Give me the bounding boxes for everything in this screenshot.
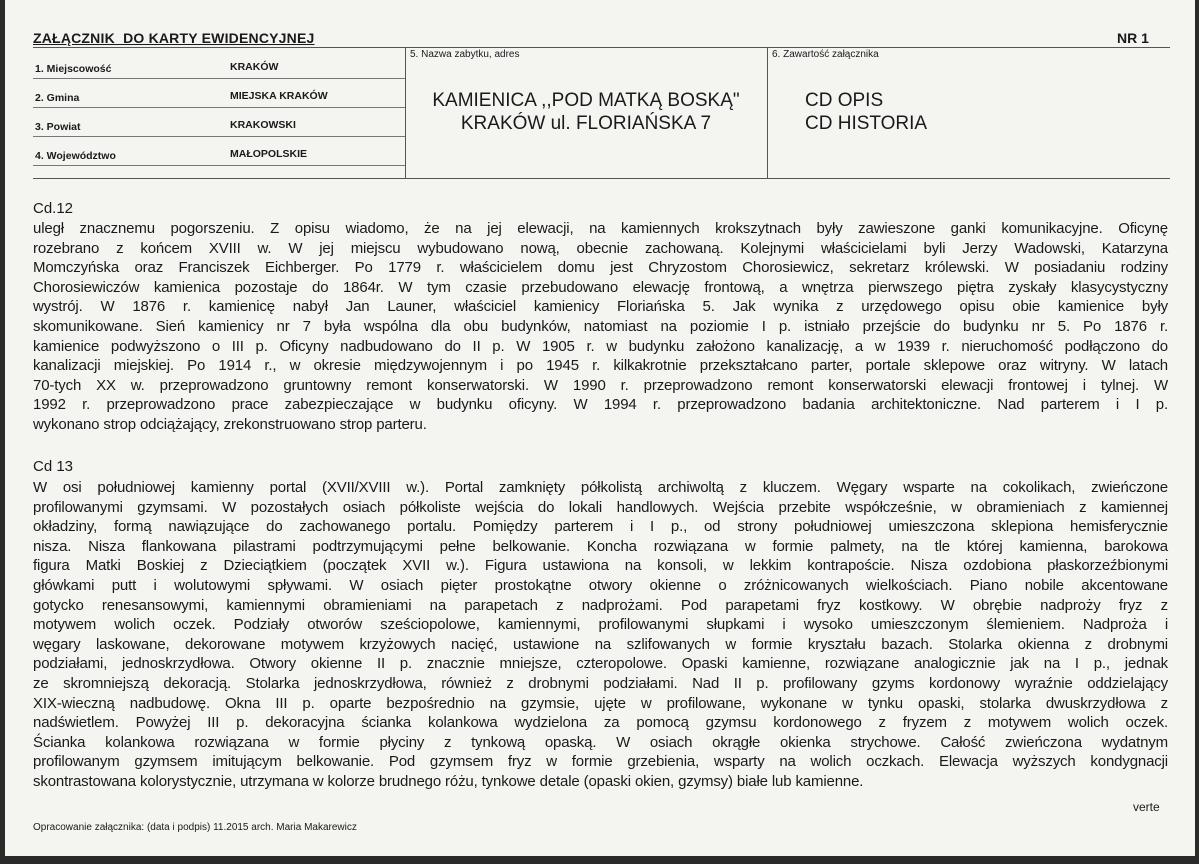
box6-label: 6. Zawartość załącznika: [772, 49, 879, 60]
text-line: motywem wolich oczek. Podziały otworów sześciopolowe, kamiennymi, profilowanymi słupkami i wysoko umieszczonym ślemieniem. Nadproża i: [33, 616, 1168, 634]
box5-label: 5. Nazwa zabytku, adres: [410, 49, 520, 60]
text-line: podziałami, jednoskrzydłowa. Otwory okienne II p. znacznie mniejsze, czteropolowe. Opaski kamienne, rozwiązane analogicznie jak na I p., jednak: [33, 655, 1168, 673]
section-heading: Cd 13: [33, 458, 74, 475]
text-line: W osi południowej kamienny portal (XVII/XVIII w.). Portal zamknięty półkolistą archiwoltą z kluczem. Węgary wsparte na cokolikach, zwieńczone: [33, 479, 1168, 496]
field-value: MIEJSKA KRAKÓW: [230, 90, 328, 102]
text-line: uległ znacznemu pogorszeniu. Z opisu wiadomo, że na jej elewacji, na kamiennych krokszytnach były zawieszone ganki komunikacyjne. Oficynę: [33, 220, 1168, 237]
divider: [767, 47, 768, 178]
text-line: 70-tych XX w. przeprowadzono gruntowny remont konserwatorski. W 1990 r. przeprowadzono remont konserwatorski elewacji frontowej i tylnej. W: [33, 376, 1168, 394]
text-line: 1992 r. przeprowadzono prace zabezpieczające w budynku oficyny. W 1994 r. przeprowadzono badania architektoniczne. Nad parterem i I p.: [33, 396, 1168, 414]
attachment-number: NR 1: [1117, 30, 1149, 46]
content-item: CD OPIS: [805, 90, 884, 111]
field-label: 4. Województwo: [35, 150, 116, 162]
text-line: główkami putt i wolutowymi spływami. W osiach pięter prostokątne otwory okienne o zróżnicowanych wielkościach. Piano nobile akcentowane: [33, 576, 1168, 594]
text-line: nisza. Nisza flankowana pilastrami podtrzymującymi pełne belkowanie. Koncha rozwiązana w formie palmety, na tle której kamienna, barokowa: [33, 537, 1168, 555]
monument-address: KRAKÓW ul. FLORIAŃSKA 7: [460, 113, 712, 134]
text-line: profilowanym gzymsem imitującym belkowanie. Pod gzymsem fryz w formie grzebienia, wsparty na wolich oczkach. Elewacja wyższych kondygnacji: [33, 753, 1168, 771]
text-line: wykonano strop odciążający, zrekonstruowano strop parteru.: [33, 415, 427, 433]
document-title: ZAŁĄCZNIK DO KARTY EWIDENCYJNEJ: [33, 30, 315, 46]
text-line: kamienice podwyższono o III p. Oficyny nadbudowano do II p. W 1905 r. w budynku założono kanalizację, a w 1939 r. nieruchomość podłączono do: [33, 337, 1168, 355]
divider: [33, 136, 405, 137]
divider: [33, 78, 405, 79]
text-line: skomunikowane. Sień kamienicy nr 7 była wspólna dla obu budynków, natomiast na poziomie I p. istniało przejście do budynku nr 5. Po 1876 r.: [33, 317, 1168, 335]
text-line: XIX-wieczną nadbudowę. Okna III p. oparte bezpośrednio na gzymsie, ujęte w profilowane, wykonane w tynku opaski, stolarka dwuskrzydłowa z: [33, 694, 1168, 712]
text-line: skontrastowana kolorystycznie, utrzymana w kolorze brudnego różu, tynkowe detale (opaski okien, gzymsy) białe lub kamienne.: [33, 772, 864, 790]
text-line: gotycko renesansowymi, kamiennymi obramieniami na parapetach z nadprożami. Pod parapetami fryz kostkowy. W obrębie nadproży fryz z: [33, 596, 1168, 614]
content-item: CD HISTORIA: [805, 113, 928, 134]
field-value: MAŁOPOLSKIE: [230, 148, 308, 160]
text-line: ze skromniejszą dekoracją. Stolarka jednoskrzydłowa, również z drobnymi podziałami. Nad II p. profilowany gzyms kordonowy wyraźnie oddzielający: [33, 674, 1168, 692]
text-line: Ścianka kolankowa rozwiązana w formie płyciny z tynkową opaską. W osiach okrągłe okienka strychowe. Całość zwieńczona wydatnym: [33, 733, 1168, 751]
field-label: 2. Gmina: [35, 92, 80, 104]
document-page: [5, 0, 1195, 856]
divider: [33, 178, 1170, 179]
field-value: KRAKÓW: [230, 61, 279, 73]
text-line: okładziny, formą nawiązujące do zachowanego portalu. Pomiędzy parterem i I p., od strony południowej umieszczona sklepiona hemisferycznie: [33, 518, 1168, 536]
text-line: figura Matki Boskiej z Dzieciątkiem (początek XVII w.). Figura ustawiona na konsoli, w lekkim kontrapoście. Nisza ozdobiona płaskorzeźbionymi: [33, 557, 1168, 575]
monument-name: KAMIENICA ,,POD MATKĄ BOSKĄ": [432, 90, 740, 111]
text-line: węgary laskowane, dekorowane motywem krzyżowych nacięć, ustawione na szlifowanych w formie kryształu bazach. Stolarka okienna z drobnymi: [33, 635, 1168, 653]
footer-author: Opracowanie załącznika: (data i podpis) 11.2015 arch. Maria Makarewicz: [33, 822, 357, 833]
field-value: KRAKOWSKI: [230, 119, 296, 131]
verte-note: verte: [1133, 800, 1160, 814]
field-label: 3. Powiat: [35, 121, 81, 133]
field-label: 1. Miejscowość: [35, 63, 112, 75]
section-text: [33, 219, 1168, 435]
divider: [33, 107, 405, 108]
text-line: profilowanymi gzymsami. W pozostałych osiach półkoliste wejścia do lokali handlowych. Wejścia przebite współcześnie, w obramieniach z kamiennej: [33, 498, 1168, 516]
text-line: Chorosiewiczów kamienica pozostaje do 1864r. W tym czasie przebudowano elewację frontową, a wnętrza pierwszego piętra zyskały klasycystyczny: [33, 278, 1168, 296]
divider: [33, 165, 405, 166]
text-line: rozebrano z końcem XVIII w. W jej miejscu wybudowano nową, obecnie zachowaną. Kolejnymi właścicielami byli Jerzy Wadowski, Katarzyna: [33, 239, 1168, 257]
section-text: [33, 478, 1168, 792]
divider: [33, 47, 1170, 48]
text-line: kanalizacji miejskiej. Po 1914 r., w okresie międzywojennym i po 1945 r. kilkakrotnie przekształcano parter, portale sklepowe oraz witryny. W latach: [33, 357, 1168, 375]
text-line: wystrój. W 1876 r. kamienicę nabył Jan Launer, właściciel kamienicy Floriańska 5. Jak wynika z urzędowego opisu obie kamienice były: [33, 298, 1168, 316]
section-heading: Cd.12: [33, 200, 74, 217]
text-line: nadświetlem. Powyżej III p. dekoracyjna ścianka kolankowa wydzielona za pomocą gzymsu kordonowego z fryzem z motywem wolich oczek.: [33, 714, 1168, 732]
text-line: Momczyńska oraz Franciszek Eichberger. Po 1779 r. właścicielem domu jest Chryzostom Chorosiewicz, sekretarz królewski. W posiadaniu rodziny: [33, 259, 1168, 277]
